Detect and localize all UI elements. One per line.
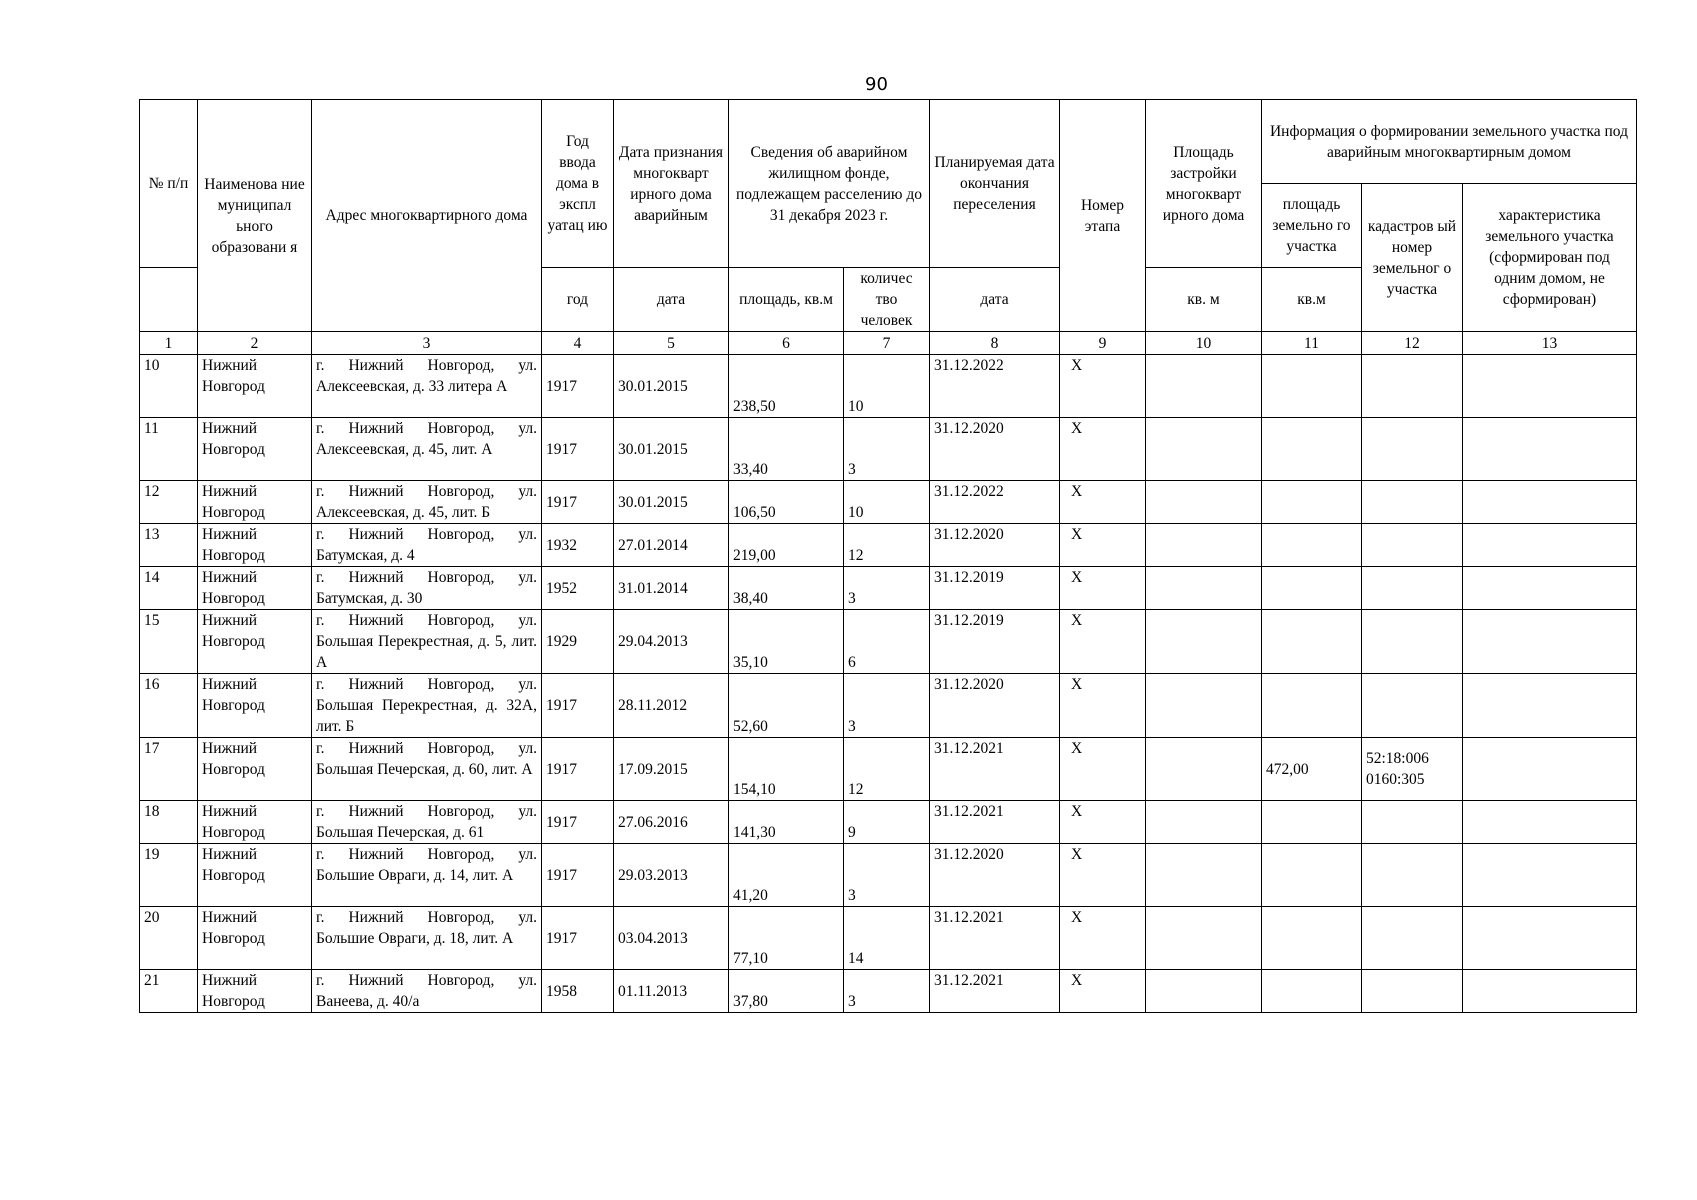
municipality-cell: Нижний Новгород bbox=[198, 738, 312, 801]
table-body bbox=[140, 332, 1637, 1013]
cadastral-number-cell bbox=[1362, 674, 1463, 738]
page-number: 90 bbox=[865, 74, 888, 95]
row-number: 18 bbox=[140, 801, 198, 844]
address-cell: г. Нижний Новгород, ул. Ванеева, д. 40/а bbox=[312, 970, 542, 1013]
building-area-cell bbox=[1146, 907, 1262, 970]
header-empty-cell bbox=[140, 268, 198, 332]
address-cell: г. Нижний Новгород, ул. Батумская, д. 30 bbox=[312, 567, 542, 610]
municipality-cell: Нижний Новгород bbox=[198, 524, 312, 567]
cadastral-number-cell bbox=[1362, 481, 1463, 524]
stage-cell: Х bbox=[1060, 355, 1146, 418]
year-cell: 1917 bbox=[542, 844, 614, 907]
plot-area-cell bbox=[1262, 610, 1362, 674]
people-count-cell: 3 bbox=[844, 844, 930, 907]
year-cell: 1932 bbox=[542, 524, 614, 567]
header-municipality: Наименова ние муниципал ьного образовани я bbox=[198, 100, 312, 332]
recognition-date-cell: 01.11.2013 bbox=[614, 970, 729, 1013]
column-number: 13 bbox=[1463, 332, 1637, 355]
area-cell: 33,40 bbox=[729, 418, 844, 481]
year-cell: 1917 bbox=[542, 907, 614, 970]
people-count-cell: 10 bbox=[844, 355, 930, 418]
people-count-cell: 9 bbox=[844, 801, 930, 844]
address-cell: г. Нижний Новгород, ул. Алексеевская, д. 33 литера А bbox=[312, 355, 542, 418]
plot-area-cell bbox=[1262, 481, 1362, 524]
column-number: 1 bbox=[140, 332, 198, 355]
address-cell: г. Нижний Новгород, ул. Батумская, д. 4 bbox=[312, 524, 542, 567]
row-number: 20 bbox=[140, 907, 198, 970]
planned-date-cell: 31.12.2022 bbox=[930, 481, 1060, 524]
row-number: 16 bbox=[140, 674, 198, 738]
recognition-date-cell: 30.01.2015 bbox=[614, 418, 729, 481]
address-cell: г. Нижний Новгород, ул. Алексеевская, д. 45, лит. Б bbox=[312, 481, 542, 524]
recognition-date-cell: 29.04.2013 bbox=[614, 610, 729, 674]
recognition-date-cell: 29.03.2013 bbox=[614, 844, 729, 907]
people-count-cell: 3 bbox=[844, 970, 930, 1013]
recognition-date-cell: 27.01.2014 bbox=[614, 524, 729, 567]
address-cell: г. Нижний Новгород, ул. Большие Овраги, д. 14, лит. А bbox=[312, 844, 542, 907]
recognition-date-cell: 30.01.2015 bbox=[614, 481, 729, 524]
plot-characteristic-cell bbox=[1463, 524, 1637, 567]
municipality-cell: Нижний Новгород bbox=[198, 610, 312, 674]
header-cadastral-number: кадастров ый номер земельног о участка bbox=[1362, 184, 1463, 332]
people-count-cell: 12 bbox=[844, 524, 930, 567]
building-area-cell bbox=[1146, 418, 1262, 481]
header-unit-area: площадь, кв.м bbox=[729, 268, 844, 332]
plot-area-cell bbox=[1262, 567, 1362, 610]
area-cell: 77,10 bbox=[729, 907, 844, 970]
municipality-cell: Нижний Новгород bbox=[198, 418, 312, 481]
plot-characteristic-cell bbox=[1463, 610, 1637, 674]
header-unit-date: дата bbox=[614, 268, 729, 332]
plot-characteristic-cell bbox=[1463, 674, 1637, 738]
municipality-cell: Нижний Новгород bbox=[198, 844, 312, 907]
stage-cell: Х bbox=[1060, 844, 1146, 907]
area-cell: 35,10 bbox=[729, 610, 844, 674]
address-cell: г. Нижний Новгород, ул. Большая Перекрестная, д. 32А, лит. Б bbox=[312, 674, 542, 738]
municipality-cell: Нижний Новгород bbox=[198, 355, 312, 418]
header-emergency-fund: Сведения об аварийном жилищном фонде, подлежащем расселению до 31 декабря 2023 г. bbox=[729, 100, 930, 268]
recognition-date-cell: 31.01.2014 bbox=[614, 567, 729, 610]
building-area-cell bbox=[1146, 524, 1262, 567]
header-stage-number: Номер этапа bbox=[1060, 100, 1146, 332]
address-cell: г. Нижний Новгород, ул. Большая Печерская, д. 61 bbox=[312, 801, 542, 844]
cadastral-number-cell bbox=[1362, 524, 1463, 567]
area-cell: 154,10 bbox=[729, 738, 844, 801]
plot-area-cell bbox=[1262, 418, 1362, 481]
header-unit-plot-area: кв.м bbox=[1262, 268, 1362, 332]
table-row bbox=[140, 524, 1637, 567]
table-row bbox=[140, 610, 1637, 674]
plot-characteristic-cell bbox=[1463, 418, 1637, 481]
plot-area-cell bbox=[1262, 970, 1362, 1013]
cadastral-number-cell bbox=[1362, 418, 1463, 481]
plot-area-cell bbox=[1262, 844, 1362, 907]
plot-area-cell bbox=[1262, 674, 1362, 738]
column-number: 7 bbox=[844, 332, 930, 355]
stage-cell: Х bbox=[1060, 907, 1146, 970]
column-number: 3 bbox=[312, 332, 542, 355]
year-cell: 1917 bbox=[542, 418, 614, 481]
row-number: 12 bbox=[140, 481, 198, 524]
plot-characteristic-cell bbox=[1463, 567, 1637, 610]
building-area-cell bbox=[1146, 801, 1262, 844]
stage-cell: Х bbox=[1060, 418, 1146, 481]
header-building-area: Площадь застройки многокварт ирного дома bbox=[1146, 100, 1262, 268]
cadastral-number-cell bbox=[1362, 355, 1463, 418]
building-area-cell bbox=[1146, 481, 1262, 524]
plot-area-cell bbox=[1262, 907, 1362, 970]
area-cell: 106,50 bbox=[729, 481, 844, 524]
plot-characteristic-cell bbox=[1463, 907, 1637, 970]
area-cell: 38,40 bbox=[729, 567, 844, 610]
table-row bbox=[140, 907, 1637, 970]
cadastral-number-cell bbox=[1362, 801, 1463, 844]
planned-date-cell: 31.12.2019 bbox=[930, 610, 1060, 674]
address-cell: г. Нижний Новгород, ул. Большая Перекрестная, д. 5, лит. А bbox=[312, 610, 542, 674]
emergency-housing-table bbox=[139, 99, 1637, 1013]
planned-date-cell: 31.12.2021 bbox=[930, 801, 1060, 844]
planned-date-cell: 31.12.2019 bbox=[930, 567, 1060, 610]
municipality-cell: Нижний Новгород bbox=[198, 907, 312, 970]
table-row bbox=[140, 844, 1637, 907]
header-unit-year: год bbox=[542, 268, 614, 332]
building-area-cell bbox=[1146, 610, 1262, 674]
row-number: 19 bbox=[140, 844, 198, 907]
column-number: 8 bbox=[930, 332, 1060, 355]
plot-characteristic-cell bbox=[1463, 738, 1637, 801]
plot-characteristic-cell bbox=[1463, 355, 1637, 418]
stage-cell: Х bbox=[1060, 481, 1146, 524]
stage-cell: Х bbox=[1060, 738, 1146, 801]
address-cell: г. Нижний Новгород, ул. Большие Овраги, д. 18, лит. А bbox=[312, 907, 542, 970]
address-cell: г. Нижний Новгород, ул. Алексеевская, д. 45, лит. А bbox=[312, 418, 542, 481]
planned-date-cell: 31.12.2021 bbox=[930, 970, 1060, 1013]
header-address: Адрес многоквартирного дома bbox=[312, 100, 542, 332]
stage-cell: Х bbox=[1060, 674, 1146, 738]
municipality-cell: Нижний Новгород bbox=[198, 481, 312, 524]
year-cell: 1917 bbox=[542, 674, 614, 738]
row-number: 15 bbox=[140, 610, 198, 674]
year-cell: 1952 bbox=[542, 567, 614, 610]
header-row-number: № п/п bbox=[140, 100, 198, 268]
plot-characteristic-cell bbox=[1463, 801, 1637, 844]
header-commission-year: Год ввода дома в экспл уатац ию bbox=[542, 100, 614, 268]
municipality-cell: Нижний Новгород bbox=[198, 567, 312, 610]
building-area-cell bbox=[1146, 567, 1262, 610]
building-area-cell bbox=[1146, 738, 1262, 801]
recognition-date-cell: 03.04.2013 bbox=[614, 907, 729, 970]
area-cell: 37,80 bbox=[729, 970, 844, 1013]
header-unit-planned-date: дата bbox=[930, 268, 1060, 332]
year-cell: 1917 bbox=[542, 355, 614, 418]
table-row bbox=[140, 801, 1637, 844]
cadastral-number-cell bbox=[1362, 907, 1463, 970]
address-cell: г. Нижний Новгород, ул. Большая Печерская, д. 60, лит. А bbox=[312, 738, 542, 801]
plot-characteristic-cell bbox=[1463, 970, 1637, 1013]
people-count-cell: 3 bbox=[844, 567, 930, 610]
building-area-cell bbox=[1146, 844, 1262, 907]
stage-cell: Х bbox=[1060, 610, 1146, 674]
table-row bbox=[140, 481, 1637, 524]
column-number: 4 bbox=[542, 332, 614, 355]
area-cell: 219,00 bbox=[729, 524, 844, 567]
column-number: 2 bbox=[198, 332, 312, 355]
planned-date-cell: 31.12.2020 bbox=[930, 674, 1060, 738]
planned-date-cell: 31.12.2020 bbox=[930, 844, 1060, 907]
table-row bbox=[140, 738, 1637, 801]
planned-date-cell: 31.12.2020 bbox=[930, 418, 1060, 481]
stage-cell: Х bbox=[1060, 801, 1146, 844]
header-plot-area: площадь земельно го участка bbox=[1262, 184, 1362, 268]
people-count-cell: 3 bbox=[844, 674, 930, 738]
plot-characteristic-cell bbox=[1463, 481, 1637, 524]
table-row bbox=[140, 355, 1637, 418]
row-number: 13 bbox=[140, 524, 198, 567]
planned-date-cell: 31.12.2020 bbox=[930, 524, 1060, 567]
header-planned-date: Планируемая дата окончания переселения bbox=[930, 100, 1060, 268]
cadastral-number-cell: 52:18:006 0160:305 bbox=[1362, 738, 1463, 801]
header-land-plot-info: Информация о формировании земельного участка под аварийным многоквартирным домом bbox=[1262, 100, 1637, 184]
row-number: 17 bbox=[140, 738, 198, 801]
recognition-date-cell: 17.09.2015 bbox=[614, 738, 729, 801]
header-plot-characteristic: характеристика земельного участка (сформирован под одним домом, не сформирован) bbox=[1463, 184, 1637, 332]
cadastral-number-cell bbox=[1362, 970, 1463, 1013]
people-count-cell: 14 bbox=[844, 907, 930, 970]
year-cell: 1917 bbox=[542, 738, 614, 801]
year-cell: 1917 bbox=[542, 481, 614, 524]
area-cell: 41,20 bbox=[729, 844, 844, 907]
column-number: 5 bbox=[614, 332, 729, 355]
cadastral-number-cell bbox=[1362, 610, 1463, 674]
people-count-cell: 12 bbox=[844, 738, 930, 801]
stage-cell: Х bbox=[1060, 567, 1146, 610]
municipality-cell: Нижний Новгород bbox=[198, 970, 312, 1013]
building-area-cell bbox=[1146, 674, 1262, 738]
area-cell: 52,60 bbox=[729, 674, 844, 738]
year-cell: 1929 bbox=[542, 610, 614, 674]
plot-area-cell bbox=[1262, 355, 1362, 418]
area-cell: 238,50 bbox=[729, 355, 844, 418]
year-cell: 1958 bbox=[542, 970, 614, 1013]
stage-cell: Х bbox=[1060, 524, 1146, 567]
cadastral-number-cell bbox=[1362, 844, 1463, 907]
column-number: 9 bbox=[1060, 332, 1146, 355]
people-count-cell: 10 bbox=[844, 481, 930, 524]
column-number-row bbox=[140, 332, 1637, 355]
year-cell: 1917 bbox=[542, 801, 614, 844]
row-number: 14 bbox=[140, 567, 198, 610]
plot-area-cell bbox=[1262, 801, 1362, 844]
municipality-cell: Нижний Новгород bbox=[198, 801, 312, 844]
column-number: 12 bbox=[1362, 332, 1463, 355]
building-area-cell bbox=[1146, 970, 1262, 1013]
stage-cell: Х bbox=[1060, 970, 1146, 1013]
header-unit-people: количес тво человек bbox=[844, 268, 930, 332]
planned-date-cell: 31.12.2021 bbox=[930, 738, 1060, 801]
recognition-date-cell: 30.01.2015 bbox=[614, 355, 729, 418]
planned-date-cell: 31.12.2021 bbox=[930, 907, 1060, 970]
row-number: 10 bbox=[140, 355, 198, 418]
plot-area-cell: 472,00 bbox=[1262, 738, 1362, 801]
table-row bbox=[140, 970, 1637, 1013]
table-row bbox=[140, 674, 1637, 738]
column-number: 6 bbox=[729, 332, 844, 355]
people-count-cell: 3 bbox=[844, 418, 930, 481]
area-cell: 141,30 bbox=[729, 801, 844, 844]
header-recognition-date: Дата признания многокварт ирного дома аварийным bbox=[614, 100, 729, 268]
building-area-cell bbox=[1146, 355, 1262, 418]
column-number: 11 bbox=[1262, 332, 1362, 355]
municipality-cell: Нижний Новгород bbox=[198, 674, 312, 738]
column-number: 10 bbox=[1146, 332, 1262, 355]
table-row bbox=[140, 567, 1637, 610]
planned-date-cell: 31.12.2022 bbox=[930, 355, 1060, 418]
row-number: 21 bbox=[140, 970, 198, 1013]
row-number: 11 bbox=[140, 418, 198, 481]
header-unit-building-area: кв. м bbox=[1146, 268, 1262, 332]
recognition-date-cell: 28.11.2012 bbox=[614, 674, 729, 738]
plot-characteristic-cell bbox=[1463, 844, 1637, 907]
table-row bbox=[140, 418, 1637, 481]
cadastral-number-cell bbox=[1362, 567, 1463, 610]
recognition-date-cell: 27.06.2016 bbox=[614, 801, 729, 844]
people-count-cell: 6 bbox=[844, 610, 930, 674]
plot-area-cell bbox=[1262, 524, 1362, 567]
